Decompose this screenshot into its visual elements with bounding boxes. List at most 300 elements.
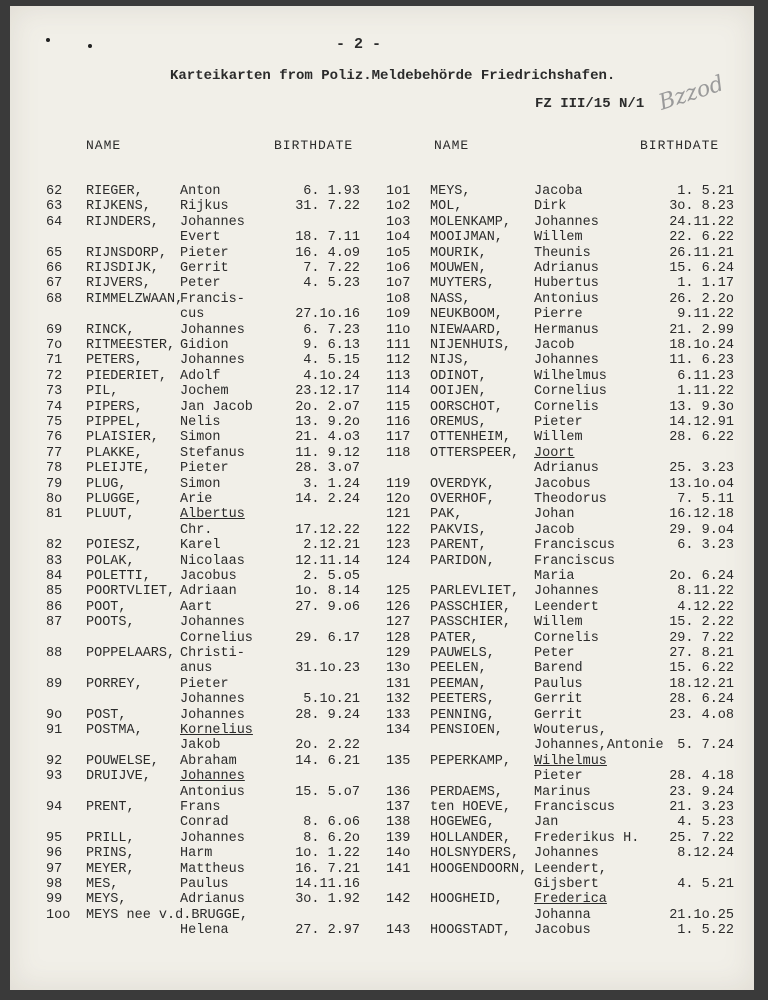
entry-number: 96 [46, 846, 63, 862]
register-row [10, 923, 750, 939]
column-header-name-right: NAME [434, 138, 470, 153]
register-row [10, 384, 750, 400]
birthdate: 18.1o.24 [669, 338, 734, 353]
birthdate: 31. 7.22 [295, 199, 360, 215]
entry-number: 8o [46, 492, 63, 507]
entry-number: 116 [386, 415, 411, 430]
entry-number: 139 [386, 830, 411, 846]
entry-number: 134 [386, 723, 411, 738]
entry-number: 141 [386, 861, 411, 877]
entry-number: 85 [46, 584, 63, 600]
given-names: Wouterus, [534, 723, 607, 738]
surname: PEEMAN, [430, 676, 487, 692]
given-names: Pierre [534, 307, 583, 323]
surname: MEYS, [430, 184, 471, 199]
entry-number: 126 [386, 599, 411, 615]
given-names: Antonius [180, 784, 245, 800]
column-header-name-left: NAME [86, 138, 122, 153]
register-row [10, 908, 750, 924]
surname: PASSCHIER, [430, 599, 512, 615]
entry-number: 123 [386, 538, 411, 554]
surname: POSTMA, [86, 723, 143, 738]
entry-number: 132 [386, 692, 411, 708]
register-row [10, 323, 750, 339]
register-row [10, 415, 750, 431]
surname: RITMEESTER, [86, 338, 176, 353]
given-names: Dirk [534, 199, 567, 215]
birthdate: 5. 7.24 [677, 738, 734, 754]
birthdate: 31.1o.23 [295, 661, 360, 677]
birthdate: 1. 1.17 [677, 276, 734, 292]
surname: PORREY, [86, 676, 143, 692]
birthdate: 27.1o.16 [295, 307, 360, 323]
given-names: Albertus [180, 507, 245, 523]
given-names: Cornelis [534, 399, 599, 415]
birthdate: 9. 6.13 [303, 338, 360, 353]
register-row [10, 430, 750, 446]
given-names: Theodorus [534, 492, 607, 507]
birthdate: 7. 7.22 [303, 261, 360, 276]
entry-number: 117 [386, 430, 411, 446]
entry-number: 89 [46, 676, 63, 692]
punch-mark [46, 38, 50, 42]
given-names: Jochem [180, 384, 229, 400]
surname: POPPELAARS, [86, 646, 176, 661]
birthdate: 28. 3.o7 [295, 461, 360, 477]
given-names: Francis- [180, 291, 245, 307]
register-row [10, 646, 750, 662]
given-names: Antonius [534, 291, 599, 307]
given-names: Johannes [180, 692, 245, 708]
given-names: Mattheus [180, 861, 245, 877]
entry-number: 128 [386, 630, 411, 646]
given-names: Adrianus [534, 261, 599, 276]
entry-number: 81 [46, 507, 63, 523]
birthdate: 4. 5.15 [303, 353, 360, 369]
entry-number: 63 [46, 199, 63, 215]
birthdate: 2o. 6.24 [669, 569, 734, 584]
birthdate: 15. 2.22 [669, 615, 734, 631]
given-names: Arie [180, 492, 213, 507]
birthdate: 7. 5.11 [677, 492, 734, 507]
entry-number: 78 [46, 461, 63, 477]
birthdate: 5.1o.21 [303, 692, 360, 708]
birthdate: 26.11.21 [669, 245, 734, 261]
surname: ODINOT, [430, 368, 487, 384]
birthdate: 11. 6.23 [669, 353, 734, 369]
given-names: Willem [534, 430, 583, 446]
birthdate: 4.1o.24 [303, 368, 360, 384]
birthdate: 9.11.22 [677, 307, 734, 323]
entry-number: 137 [386, 800, 411, 815]
given-names: Jacobus [534, 476, 591, 492]
surname: PRINS, [86, 846, 135, 862]
given-names: Simon [180, 430, 221, 446]
surname: DRUIJVE, [86, 769, 151, 785]
surname: PASSCHIER, [430, 615, 512, 631]
birthdate: 28. 4.18 [669, 769, 734, 785]
birthdate: 6. 7.23 [303, 322, 360, 338]
given-names: Jacob [534, 338, 575, 353]
surname: OVERHOF, [430, 492, 495, 507]
given-names: Frederikus H. [534, 830, 640, 846]
surname: RIMMELZWAAN, [86, 291, 184, 307]
entry-number: 1o6 [386, 261, 411, 276]
given-names: Willem [534, 615, 583, 631]
document-page [10, 6, 754, 990]
given-names: Maria [534, 569, 575, 584]
surname: NIJS, [430, 353, 471, 369]
handwritten-note: Bzzod [655, 71, 727, 116]
birthdate: 3o. 8.23 [669, 199, 734, 215]
given-names: Johannes [180, 707, 245, 723]
entry-number: 88 [46, 646, 63, 661]
register-row [10, 631, 750, 647]
register-row [10, 677, 750, 693]
birthdate: 28. 6.22 [669, 430, 734, 446]
surname: NIJENHUIS, [430, 338, 512, 353]
entry-number: 138 [386, 815, 411, 831]
given-names: Pieter [180, 245, 229, 261]
given-names: Johannes [180, 353, 245, 369]
given-names: Pieter [180, 461, 229, 477]
entry-number: 65 [46, 245, 63, 261]
register-row [10, 708, 750, 724]
surname: OVERDYK, [430, 476, 495, 492]
column-header-birthdate-left: BIRTHDATE [274, 138, 354, 153]
birthdate: 27. 9.o6 [295, 599, 360, 615]
surname: RIJNDERS, [86, 214, 159, 230]
surname: PEELEN, [430, 661, 487, 677]
surname: PENSIOEN, [430, 723, 503, 738]
surname: NEUKBOOM, [430, 307, 503, 323]
given-names: Chr. [180, 522, 213, 538]
register-row [10, 600, 750, 616]
entry-number: 1o9 [386, 307, 411, 323]
birthdate: 1o. 1.22 [295, 846, 360, 862]
birthdate: 29. 9.o4 [669, 522, 734, 538]
document-title: Karteikarten from Poliz.Meldebehörde Friedrichshafen. [170, 68, 616, 84]
given-names: Barend [534, 661, 583, 677]
column-header-birthdate-right: BIRTHDATE [640, 138, 720, 153]
surname: PAK, [430, 507, 463, 523]
surname: MOOIJMAN, [430, 230, 503, 246]
register-row [10, 723, 750, 739]
entry-number: 79 [46, 476, 63, 492]
entry-number: 7o [46, 338, 63, 353]
page-number: - 2 - [336, 36, 382, 53]
given-names: Wilhelmus [534, 368, 607, 384]
register-row [10, 184, 750, 200]
given-names: Jan Jacob [180, 399, 253, 415]
given-names: Gerrit [180, 261, 229, 276]
surname: PIPERS, [86, 399, 143, 415]
birthdate: 15. 5.o7 [295, 784, 360, 800]
surname: HOLLANDER, [430, 830, 512, 846]
given-names: Gerrit [534, 692, 583, 708]
given-names: Adrianus [534, 461, 599, 477]
given-names: Evert [180, 230, 221, 246]
birthdate: 21. 4.o3 [295, 430, 360, 446]
surname: RIJSDIJK, [86, 261, 159, 276]
register-row [10, 584, 750, 600]
given-names: Peter [180, 276, 221, 292]
given-names: Franciscus [534, 800, 616, 815]
given-names: Helena [180, 923, 229, 939]
entry-number: 99 [46, 892, 63, 908]
given-names: Franciscus [534, 538, 616, 554]
given-names: Adrianus [180, 892, 245, 908]
surname: POLETTI, [86, 569, 151, 584]
given-names: Paulus [534, 676, 583, 692]
given-names: Conrad [180, 815, 229, 831]
surname: HOOGHEID, [430, 892, 503, 908]
given-names: Gijsbert [534, 877, 599, 892]
given-names: Peter [534, 646, 575, 661]
entry-number: 87 [46, 615, 63, 631]
birthdate: 2.12.21 [303, 538, 360, 554]
birthdate: 14.12.91 [669, 415, 734, 430]
given-names: Abraham [180, 753, 237, 769]
given-names: Johannes [180, 322, 245, 338]
entry-number: 121 [386, 507, 411, 523]
file-reference: FZ III/15 N/1 [535, 96, 645, 112]
given-names: Johannes [534, 214, 599, 230]
entry-number: 111 [386, 338, 411, 353]
entry-number: 124 [386, 553, 411, 569]
surname: RIJVERS, [86, 276, 151, 292]
punch-mark [88, 44, 92, 48]
entry-number: 112 [386, 353, 411, 369]
register-row [10, 199, 750, 215]
birthdate: 13.1o.o4 [669, 476, 734, 492]
given-names: Nelis [180, 415, 221, 430]
entry-number: 114 [386, 384, 411, 400]
entry-number: 75 [46, 415, 63, 430]
entry-number: 95 [46, 830, 63, 846]
register-row [10, 877, 750, 893]
birthdate: 28. 9.24 [295, 707, 360, 723]
given-names: Frederica [534, 892, 607, 908]
given-names: Leendert, [534, 861, 607, 877]
given-names: Nicolaas [180, 553, 245, 569]
given-names: Johan [534, 507, 575, 523]
given-names: Johannes [180, 615, 245, 631]
surname: MOURIK, [430, 245, 487, 261]
surname: PARLEVLIET, [430, 584, 520, 600]
birthdate: 25. 3.23 [669, 461, 734, 477]
birthdate: 18. 7.11 [295, 230, 360, 246]
birthdate: 28. 6.24 [669, 692, 734, 708]
birthdate: 29. 6.17 [295, 630, 360, 646]
surname: PAKVIS, [430, 522, 487, 538]
entry-number: 86 [46, 599, 63, 615]
surname: POUWELSE, [86, 753, 159, 769]
entry-number: 71 [46, 353, 63, 369]
entry-number: 1o8 [386, 291, 411, 307]
birthdate: 13. 9.3o [669, 399, 734, 415]
given-names: Pieter [180, 676, 229, 692]
register-row [10, 862, 750, 878]
entry-number: 113 [386, 368, 411, 384]
surname: MOL, [430, 199, 463, 215]
given-names: Karel [180, 538, 221, 554]
given-names: Cornelis [534, 630, 599, 646]
given-names: Simon [180, 476, 221, 492]
entry-number: 13o [386, 661, 411, 677]
surname: PIPPEL, [86, 415, 143, 430]
birthdate: 14. 6.21 [295, 753, 360, 769]
birthdate: 4. 5.23 [677, 815, 734, 831]
birthdate: 3o. 1.92 [295, 892, 360, 908]
entry-number: 82 [46, 538, 63, 554]
birthdate: 6.11.23 [677, 368, 734, 384]
surname: PERDAEMS, [430, 784, 503, 800]
given-names: Adolf [180, 368, 221, 384]
entry-number: 64 [46, 214, 63, 230]
birthdate: 2. 5.o5 [303, 569, 360, 584]
given-names: Cornelius [534, 384, 607, 400]
surname: PRILL, [86, 830, 135, 846]
register-row [10, 554, 750, 570]
birthdate: 8. 6.2o [303, 830, 360, 846]
entry-number: 1oo [46, 907, 71, 923]
birthdate: 12.11.14 [295, 553, 360, 569]
register-row [10, 754, 750, 770]
given-names: Johannes [180, 769, 245, 785]
entry-number: 9o [46, 707, 63, 723]
surname: PARENT, [430, 538, 487, 554]
birthdate: 2o. 2.22 [295, 738, 360, 754]
entry-number: 66 [46, 261, 63, 276]
birthdate: 21. 3.23 [669, 800, 734, 815]
entry-number: 136 [386, 784, 411, 800]
given-names: Kornelius [180, 723, 253, 738]
given-names: Anton [180, 184, 221, 199]
entry-number: 84 [46, 569, 63, 584]
entry-number: 135 [386, 753, 411, 769]
surname: PATER, [430, 630, 479, 646]
register-row [10, 538, 750, 554]
birthdate: 15. 6.24 [669, 261, 734, 276]
entry-number: 118 [386, 445, 411, 461]
given-names: Pieter [534, 769, 583, 785]
given-names: Johannes [180, 214, 245, 230]
register-row [10, 353, 750, 369]
surname: MEYS, [86, 892, 127, 908]
entry-number: 115 [386, 399, 411, 415]
register-row [10, 738, 750, 754]
given-names: Jakob [180, 738, 221, 754]
given-names: Wilhelmus [534, 753, 607, 769]
birthdate: 11. 9.12 [295, 445, 360, 461]
register-row [10, 615, 750, 631]
surname: HOGEWEG, [430, 815, 495, 831]
register-row [10, 800, 750, 816]
surname: NASS, [430, 291, 471, 307]
entry-number: 69 [46, 322, 63, 338]
birthdate: 14. 2.24 [295, 492, 360, 507]
entry-number: 1o3 [386, 214, 411, 230]
birthdate: 1o. 8.14 [295, 584, 360, 600]
entry-number: 74 [46, 399, 63, 415]
given-names: cus [180, 307, 205, 323]
entry-number: 1o7 [386, 276, 411, 292]
entry-number: 83 [46, 553, 63, 569]
birthdate: 24.11.22 [669, 214, 734, 230]
given-names: Joort [534, 445, 575, 461]
register-row [10, 692, 750, 708]
given-names: Marinus [534, 784, 591, 800]
register-row [10, 569, 750, 585]
surname: PEPERKAMP, [430, 753, 512, 769]
entry-number: 91 [46, 723, 63, 738]
given-names: Johannes [180, 830, 245, 846]
given-names: Gerrit [534, 707, 583, 723]
entry-number: 67 [46, 276, 63, 292]
given-names: Adriaan [180, 584, 237, 600]
birthdate: 29. 7.22 [669, 630, 734, 646]
register-row [10, 477, 750, 493]
birthdate: 17.12.22 [295, 522, 360, 538]
entry-number: 76 [46, 430, 63, 446]
given-names: Leendert [534, 599, 599, 615]
surname: PAUWELS, [430, 646, 495, 661]
given-names: Aart [180, 599, 213, 615]
register-row [10, 307, 750, 323]
surname: MOLENKAMP, [430, 214, 512, 230]
birthdate: 8.12.24 [677, 846, 734, 862]
entry-number: 142 [386, 892, 411, 908]
given-names: Jacob [534, 522, 575, 538]
surname: NIEWAARD, [430, 322, 503, 338]
surname: POIESZ, [86, 538, 143, 554]
given-names: Theunis [534, 245, 591, 261]
birthdate: 15. 6.22 [669, 661, 734, 677]
birthdate: 6. 3.23 [677, 538, 734, 554]
register-row [10, 507, 750, 523]
register-row [10, 215, 750, 231]
register-row [10, 446, 750, 462]
given-names: Johannes [534, 846, 599, 862]
surname: POOT, [86, 599, 127, 615]
birthdate: 4. 5.23 [303, 276, 360, 292]
register-row [10, 230, 750, 246]
surname: PLAISIER, [86, 430, 159, 446]
birthdate: 23.12.17 [295, 384, 360, 400]
given-names: Christi- [180, 646, 245, 661]
entry-number: 92 [46, 753, 63, 769]
surname: RIJKENS, [86, 199, 151, 215]
entry-number: 1o1 [386, 184, 411, 199]
register-row [10, 831, 750, 847]
register-row [10, 400, 750, 416]
given-names: Jacobus [534, 923, 591, 939]
surname: PARIDON, [430, 553, 495, 569]
surname: PETERS, [86, 353, 143, 369]
register-row [10, 815, 750, 831]
surname: MES, [86, 877, 119, 892]
entry-number: 129 [386, 646, 411, 661]
birthdate: 23. 4.o8 [669, 707, 734, 723]
surname: OOIJEN, [430, 384, 487, 400]
entry-number: 131 [386, 676, 411, 692]
entry-number: 93 [46, 769, 63, 785]
surname: OREMUS, [430, 415, 487, 430]
register-row [10, 661, 750, 677]
given-names: Johannes,Antonie [534, 738, 664, 754]
birthdate: 16.12.18 [669, 507, 734, 523]
